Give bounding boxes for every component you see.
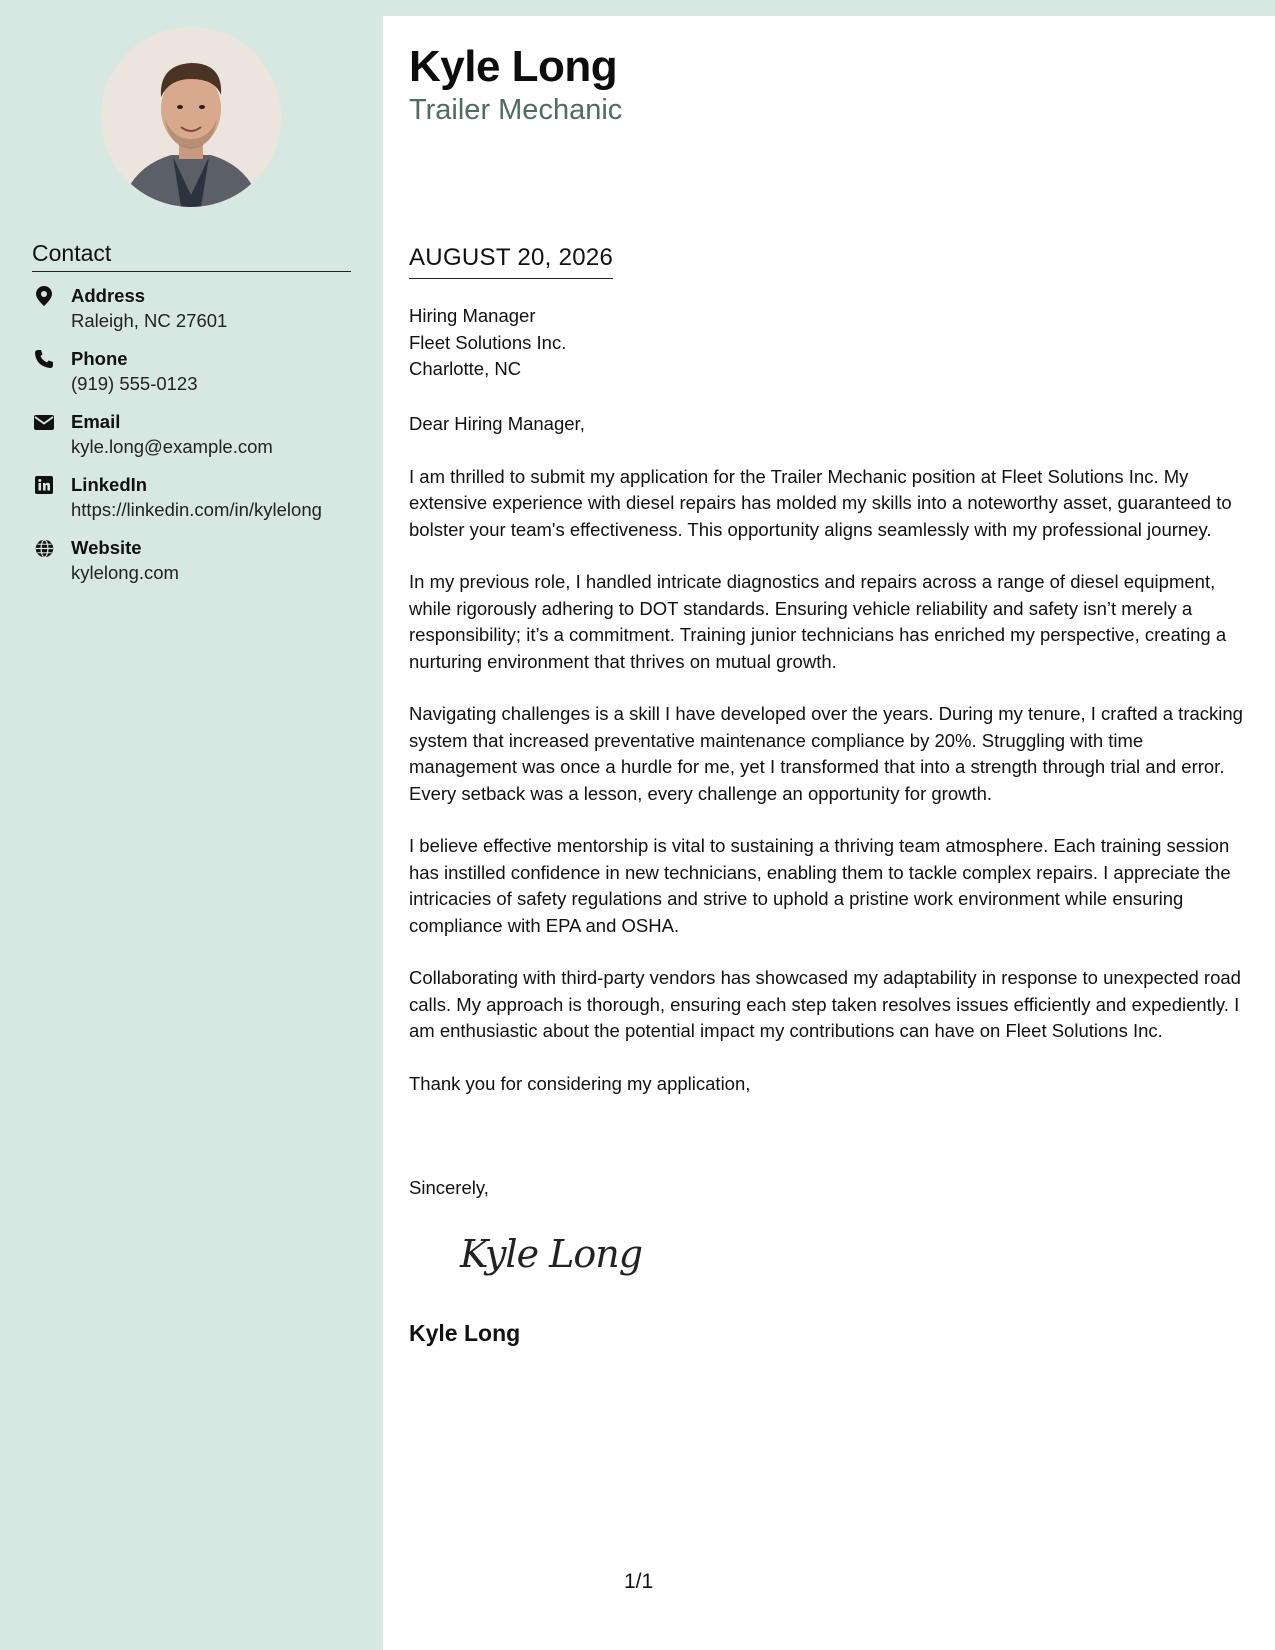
contact-item-linkedin bbox=[32, 474, 362, 537]
linkedin-icon bbox=[32, 474, 56, 496]
letter-date: AUGUST 20, 2026 bbox=[409, 244, 613, 279]
letter-paragraph: Collaborating with third-party vendors has showcased my adaptability in response to unexpected road calls. My approach is thorough, ensuring each step taken resolves issues efficiently and expediently. I am enthusiastic about the potential impact my contributions can have on Fleet Solutions Inc. bbox=[409, 967, 1241, 1041]
letter-paragraph: In my previous role, I handled intricate diagnostics and repairs across a range of diesel equipment, while rigorously adhering to DOT standards. Ensuring vehicle reliability and safety isn’t merely a responsibility; it’s a commitment. Training junior technicians has enriched my perspective, creating a nurturing environment that thrives on mutual growth. bbox=[409, 571, 1227, 672]
page-number: 1/1 bbox=[624, 1570, 654, 1593]
applicant-name: Kyle Long bbox=[409, 42, 618, 91]
contact-item-email bbox=[32, 411, 362, 474]
recipient-line: Fleet Solutions Inc. bbox=[409, 331, 567, 353]
map-pin-icon bbox=[32, 285, 56, 307]
envelope-icon bbox=[32, 411, 56, 433]
linkedin-value[interactable]: https://linkedin.com/in/kylelong bbox=[71, 499, 322, 520]
letter-paragraph: Navigating challenges is a skill I have developed over the years. During my tenure, I crafted a tracking system that increased preventative maintenance compliance by 20%. Struggling with time management was once a hurdle for me, yet I transformed that into a strength through trial and error. Every setback was a lesson, every challenge an opportunity for growth. bbox=[409, 703, 1243, 804]
letter-paragraph: I am thrilled to submit my application for the Trailer Mechanic position at Fleet Solutions Inc. My extensive experience with diesel repairs has molded my skills into a noteworthy asset, guaranteed to bolster your team's effectiveness. This opportunity aligns seamlessly with my professional journey. bbox=[409, 465, 1232, 540]
handwritten-signature: Kyle Long bbox=[460, 1232, 643, 1276]
sidebar bbox=[0, 0, 383, 1650]
applicant-role: Trailer Mechanic bbox=[409, 94, 623, 126]
phone-value: (919) 555-0123 bbox=[71, 373, 198, 394]
recipient-block bbox=[409, 303, 566, 383]
signer-name: Kyle Long bbox=[409, 1320, 521, 1346]
letter-paragraph: I believe effective mentorship is vital to sustaining a thriving team atmosphere. Each training session has instilled confidence in new technicians, enabling them to tackle complex repairs. I appreciate the intricacies of safety regulations and strive to uphold a pristine work environment while ensuring compliance with EPA and OSHA. bbox=[409, 835, 1231, 936]
website-value[interactable]: kylelong.com bbox=[71, 562, 179, 583]
letter-greeting: Dear Hiring Manager, bbox=[409, 413, 585, 434]
address-value: Raleigh, NC 27601 bbox=[71, 310, 228, 331]
contact-item-phone bbox=[32, 348, 362, 411]
phone-icon bbox=[32, 348, 56, 370]
contact-heading: Contact bbox=[32, 240, 351, 272]
contact-label: LinkedIn bbox=[71, 474, 148, 495]
contact-label: Email bbox=[71, 411, 121, 432]
contact-item-address bbox=[32, 285, 362, 348]
contact-label: Phone bbox=[71, 348, 128, 369]
contact-label: Address bbox=[71, 285, 146, 306]
contact-label: Website bbox=[71, 537, 142, 558]
avatar bbox=[101, 27, 281, 207]
letter-closing: Sincerely, bbox=[409, 1177, 489, 1198]
contact-list bbox=[32, 285, 362, 600]
contact-item-website bbox=[32, 537, 362, 600]
globe-icon bbox=[32, 537, 56, 559]
letter-body bbox=[409, 411, 1254, 1123]
recipient-line: Hiring Manager bbox=[409, 305, 536, 326]
recipient-line: Charlotte, NC bbox=[409, 358, 522, 379]
letter-thanks: Thank you for considering my application, bbox=[409, 1072, 751, 1094]
email-value[interactable]: kyle.long@example.com bbox=[71, 436, 273, 457]
